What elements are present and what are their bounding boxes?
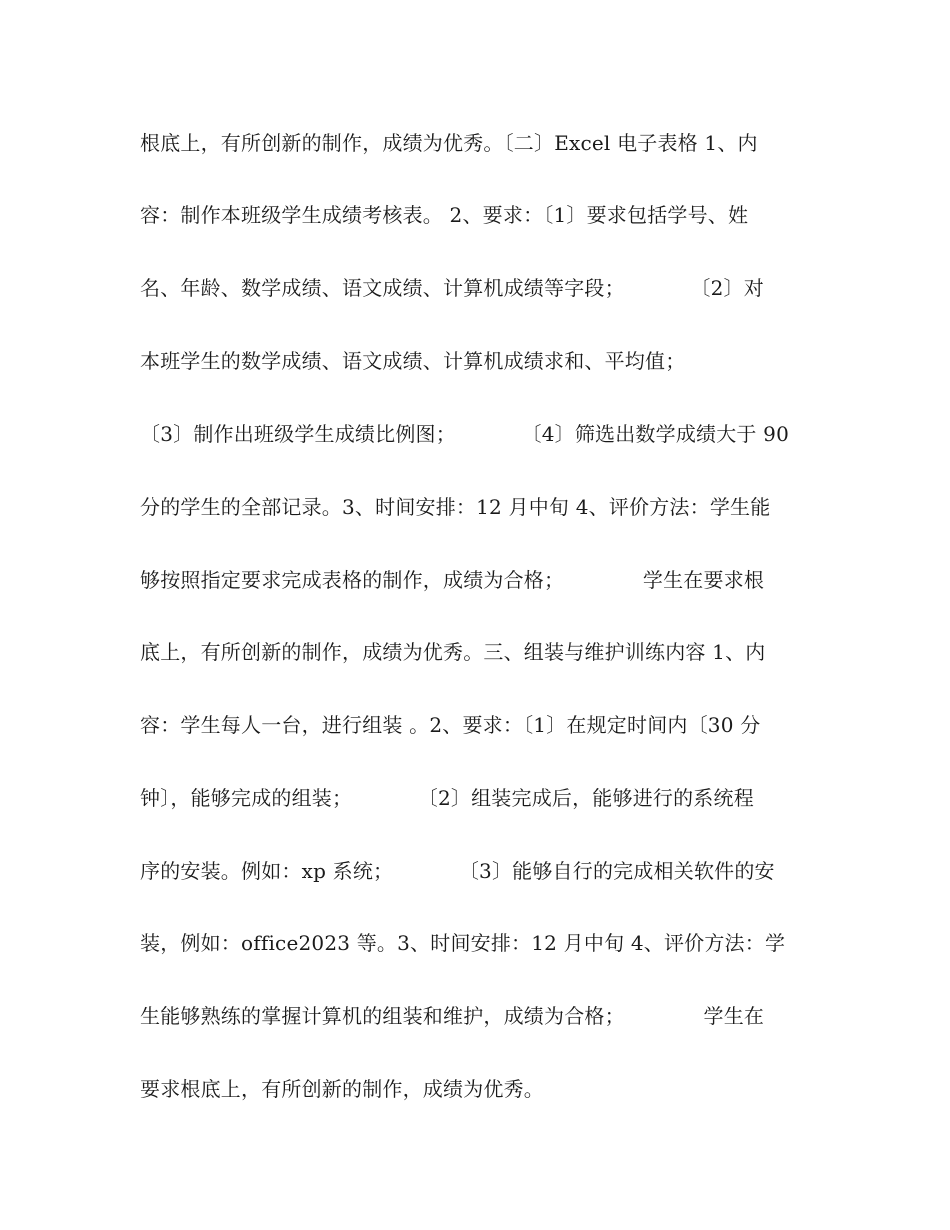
text-line: 根底上，有所创新的制作，成绩为优秀。〔二〕Excel 电子表格 1、内 <box>140 131 758 155</box>
text-line: 容：制作本班级学生成绩考核表。 2、要求：〔1〕要求包括学号、姓 <box>140 203 749 227</box>
text-line: 〔3〕制作出班级学生成绩比例图； 〔4〕筛选出数学成绩大于 90 <box>140 422 790 446</box>
text-line: 钟〕，能够完成的组装； 〔2〕组装完成后，能够进行的系统程 <box>140 786 754 810</box>
text-line: 底上，有所创新的制作，成绩为优秀。三、组装与维护训练内容 1、内 <box>140 640 766 664</box>
text-line: 分的学生的全部记录。3、时间安排：12 月中旬 4、评价方法：学生能 <box>140 495 771 519</box>
text-line: 够按照指定要求完成表格的制作，成绩为合格； 学生在要求根 <box>140 568 765 592</box>
text-line: 要求根底上，有所创新的制作，成绩为优秀。 <box>140 1077 544 1101</box>
text-line: 序的安装。例如：xp 系统； 〔3〕能够自行的完成相关软件的安 <box>140 859 775 883</box>
text-line: 本班学生的数学成绩、语文成绩、计算机成绩求和、平均值； <box>140 349 686 373</box>
text-line: 名、年龄、数学成绩、语文成绩、计算机成绩等字段； 〔2〕对 <box>140 276 764 300</box>
text-line: 装，例如：office2023 等。3、时间安排：12 月中旬 4、评价方法：学 <box>140 931 786 955</box>
text-line: 生能够熟练的掌握计算机的组装和维护，成绩为合格； 学生在 <box>140 1004 765 1028</box>
text-line: 容：学生每人一台，进行组装 。2、要求：〔1〕在规定时间内〔30 分 <box>140 713 761 737</box>
